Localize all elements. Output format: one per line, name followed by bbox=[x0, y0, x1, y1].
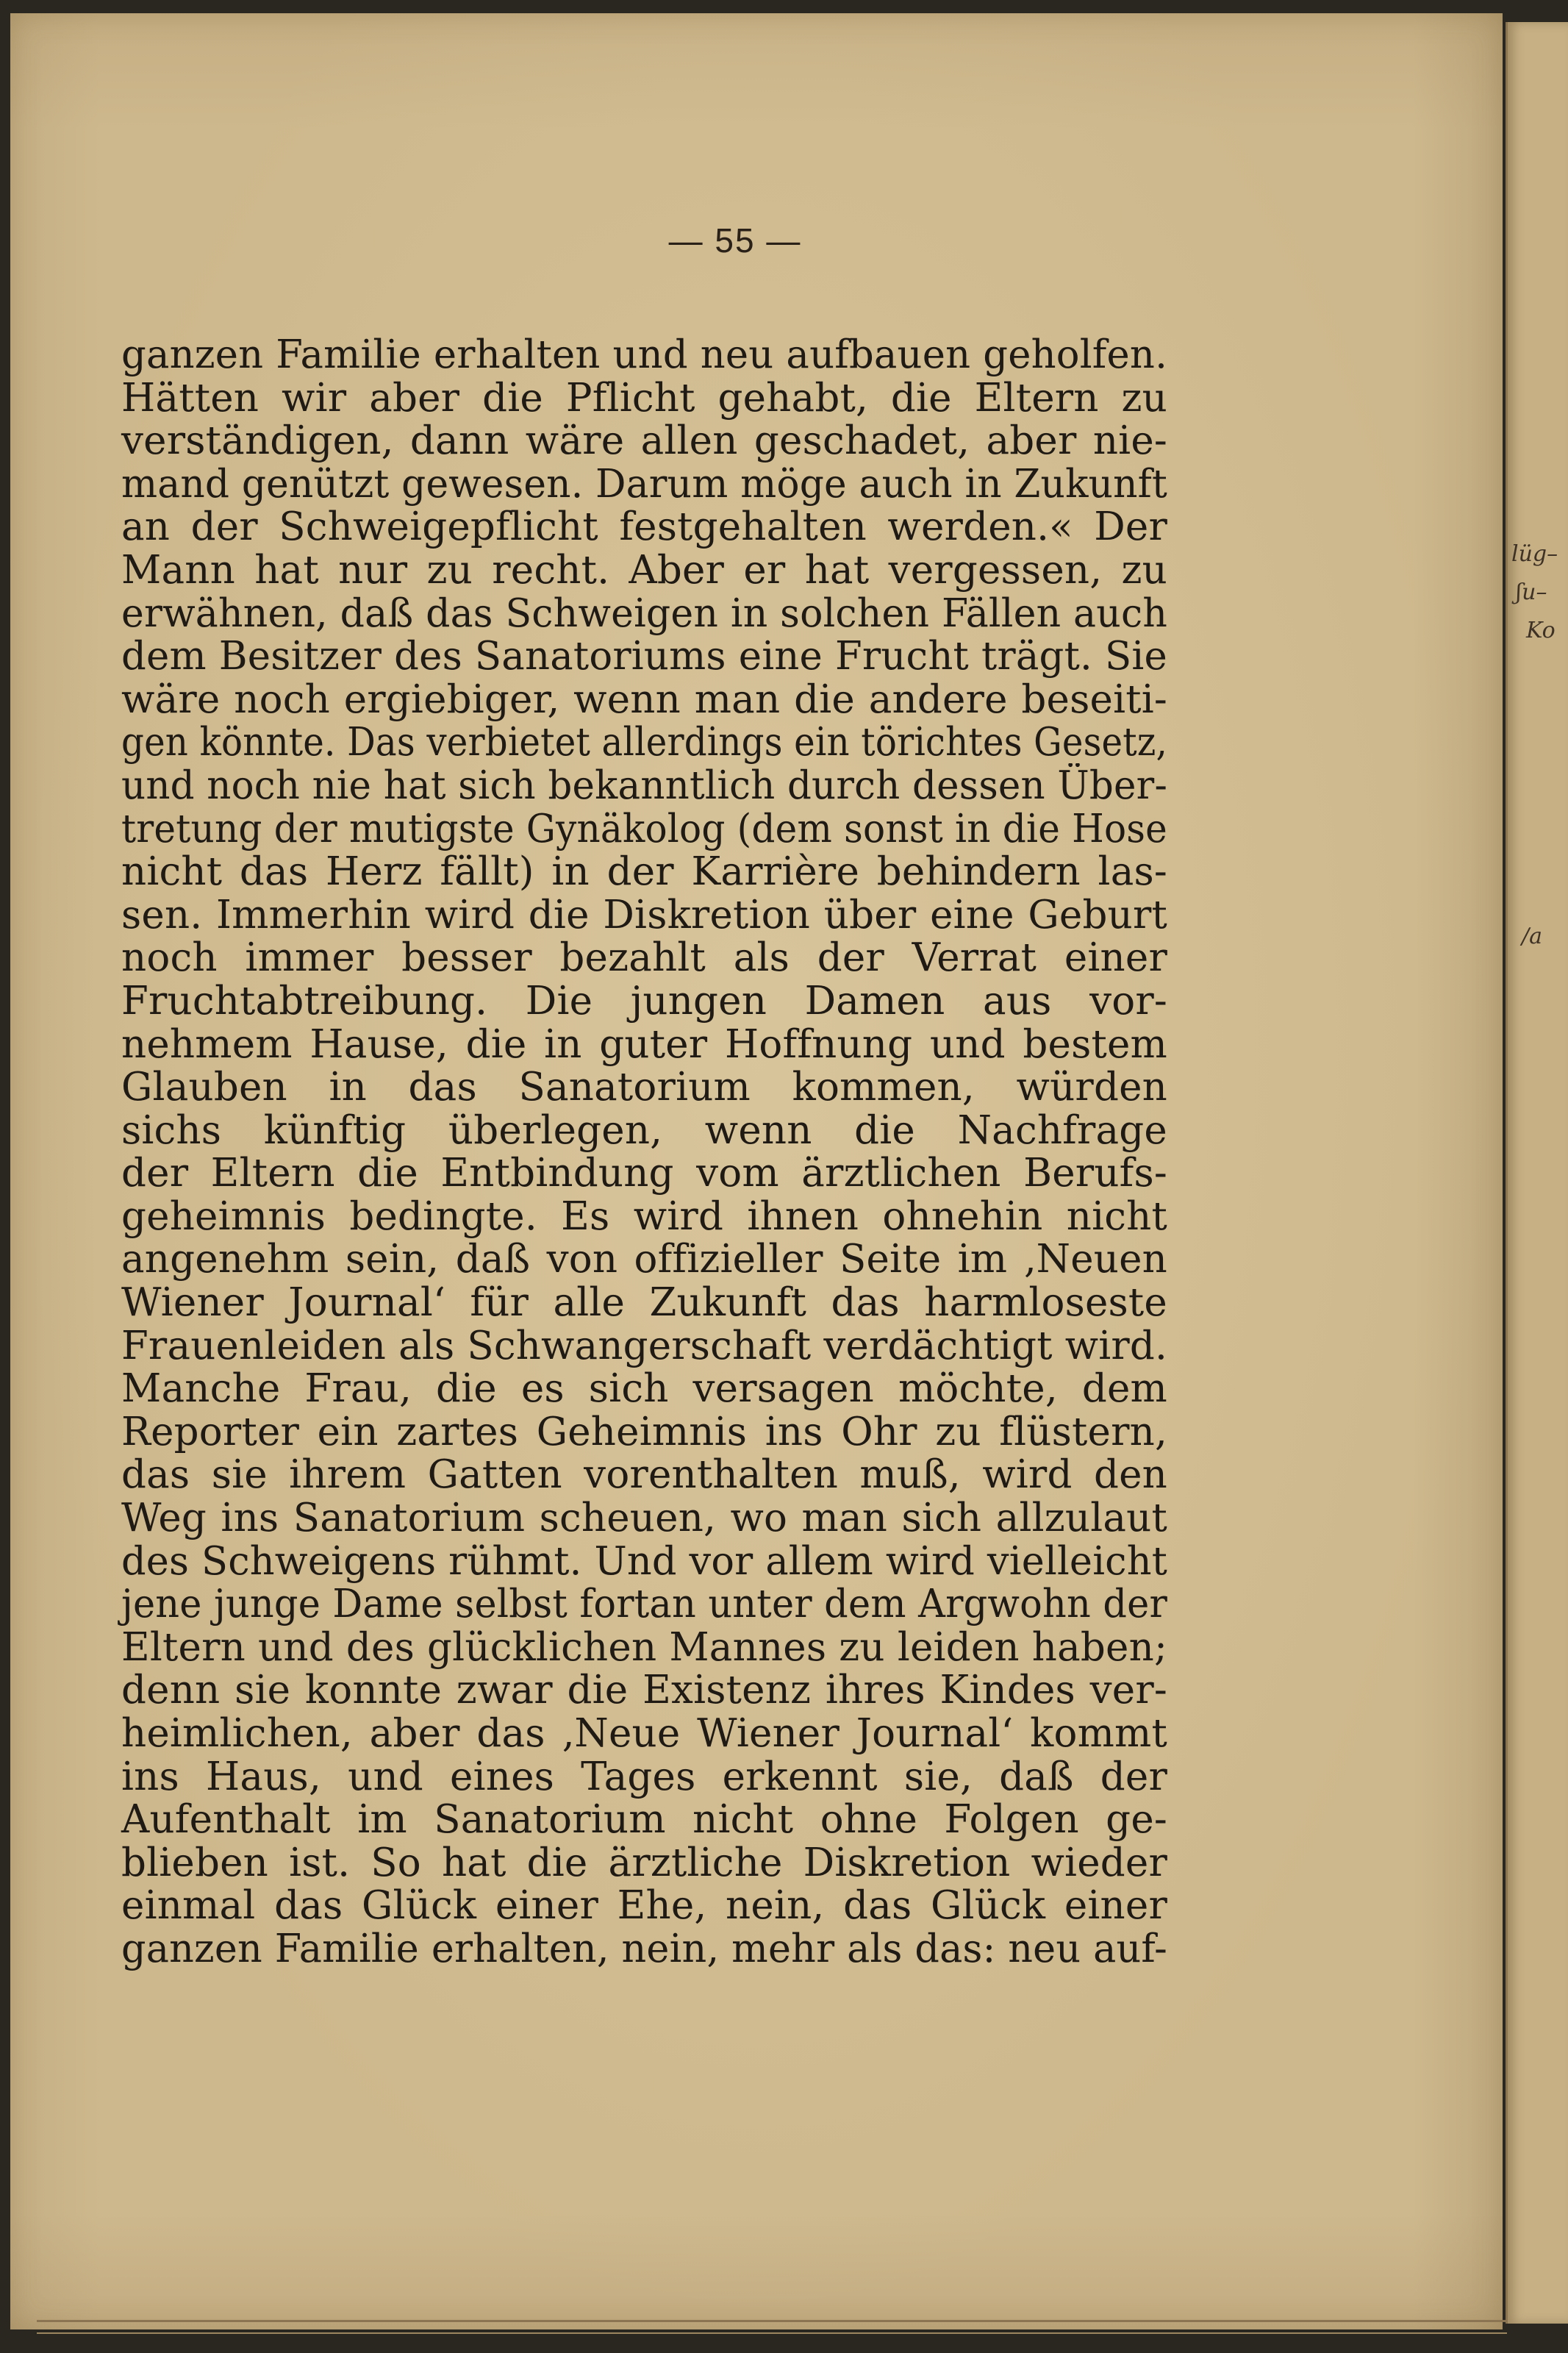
text-line: erwähnen, daß das Schweigen in solchen Fällen auch bbox=[121, 590, 1168, 636]
text-line: an der Schweigepflicht festgehalten werden.« Der bbox=[121, 504, 1167, 550]
text-line: dem Besitzer des Sanatoriums eine Frucht trägt. Sie bbox=[121, 634, 1167, 679]
text-line: und noch nie hat sich bekanntlich durch dessen Über- bbox=[121, 763, 1168, 808]
text-line: ins Haus, und eines Tages erkennt sie, daß der bbox=[121, 1754, 1167, 1799]
text-line: Wiener Journal‘ für alle Zukunft das harmloseste bbox=[121, 1280, 1167, 1326]
text-line: ganzen Familie erhalten, nein, mehr als das: neu auf- bbox=[121, 1926, 1168, 1971]
text-line: Fruchtabtreibung. Die jungen Damen aus vor- bbox=[121, 978, 1167, 1024]
text-line: sen. Immerhin wird die Diskretion über eine Geburt bbox=[121, 892, 1167, 938]
text-line: Eltern und des glücklichen Mannes zu leiden haben; bbox=[121, 1624, 1167, 1670]
text-line: denn sie konnte zwar die Existenz ihres Kindes ver- bbox=[121, 1668, 1167, 1713]
text-line: das sie ihrem Gatten vorenthalten muß, wird den bbox=[121, 1452, 1167, 1498]
text-line: gen könnte. Das verbietet allerdings ein törichtes Gesetz, bbox=[121, 720, 1167, 765]
text-line: heimlichen, aber das ‚Neue Wiener Journal‘ kommt bbox=[121, 1711, 1167, 1756]
text-line: angenehm sein, daß von offizieller Seite im ‚Neuen bbox=[121, 1237, 1167, 1282]
margin-note: /a bbox=[1522, 924, 1542, 949]
text-line: ganzen Familie erhalten und neu aufbauen geholfen. bbox=[121, 332, 1168, 377]
text-line: sichs künftig überlegen, wenn die Nachfrage bbox=[121, 1107, 1167, 1153]
text-line: Weg ins Sanatorium scheuen, wo man sich allzulaut bbox=[121, 1496, 1167, 1541]
page-bottom-edge bbox=[37, 2320, 1507, 2334]
page-number: — 55 — bbox=[668, 221, 802, 260]
text-line: nehmem Hause, die in guter Hoffnung und bestem bbox=[121, 1021, 1167, 1067]
body-text bbox=[121, 334, 1167, 1971]
text-line: tretung der mutigste Gynäkolog (dem sonst in die Hose bbox=[121, 806, 1167, 851]
text-line: wäre noch ergiebiger, wenn man die andere beseiti- bbox=[121, 676, 1167, 722]
margin-annotations bbox=[1506, 0, 1568, 2353]
text-line: noch immer besser bezahlt als der Verrat einer bbox=[121, 935, 1167, 981]
text-line: einmal das Glück einer Ehe, nein, das Glück einer bbox=[121, 1883, 1167, 1929]
text-line: verständigen, dann wäre allen geschadet, aber nie- bbox=[121, 418, 1167, 464]
text-line: Hätten wir aber die Pflicht gehabt, die Eltern zu bbox=[121, 375, 1167, 421]
text-line: jene junge Dame selbst fortan unter dem Argwohn der bbox=[121, 1582, 1167, 1627]
text-line: nicht das Herz fällt) in der Karrière behindern las- bbox=[121, 849, 1167, 895]
text-line: Reporter ein zartes Geheimnis ins Ohr zu flüstern, bbox=[121, 1409, 1167, 1454]
text-line: mand genützt gewesen. Darum möge auch in Zukunft bbox=[121, 461, 1168, 507]
text-line: Mann hat nur zu recht. Aber er hat vergessen, zu bbox=[121, 547, 1167, 593]
text-line: Glauben in das Sanatorium kommen, würden bbox=[121, 1065, 1167, 1110]
text-line: geheimnis bedingte. Es wird ihnen ohnehin nicht bbox=[121, 1193, 1167, 1239]
text-line: des Schweigens rühmt. Und vor allem wird vielleicht bbox=[121, 1538, 1168, 1584]
margin-note: lüg– bbox=[1511, 541, 1558, 567]
margin-note: Ko bbox=[1526, 618, 1556, 643]
text-line: Frauenleiden als Schwangerschaft verdächtigt wird. bbox=[121, 1323, 1168, 1368]
text-line: der Eltern die Entbindung vom ärztlichen Berufs- bbox=[121, 1151, 1167, 1196]
text-line: Manche Frau, die es sich versagen möchte, dem bbox=[121, 1366, 1167, 1412]
text-line: Aufenthalt im Sanatorium nicht ohne Folgen ge- bbox=[121, 1797, 1167, 1843]
text-line: blieben ist. So hat die ärztliche Diskretion wieder bbox=[121, 1840, 1167, 1885]
margin-note: ʃu– bbox=[1516, 579, 1547, 605]
